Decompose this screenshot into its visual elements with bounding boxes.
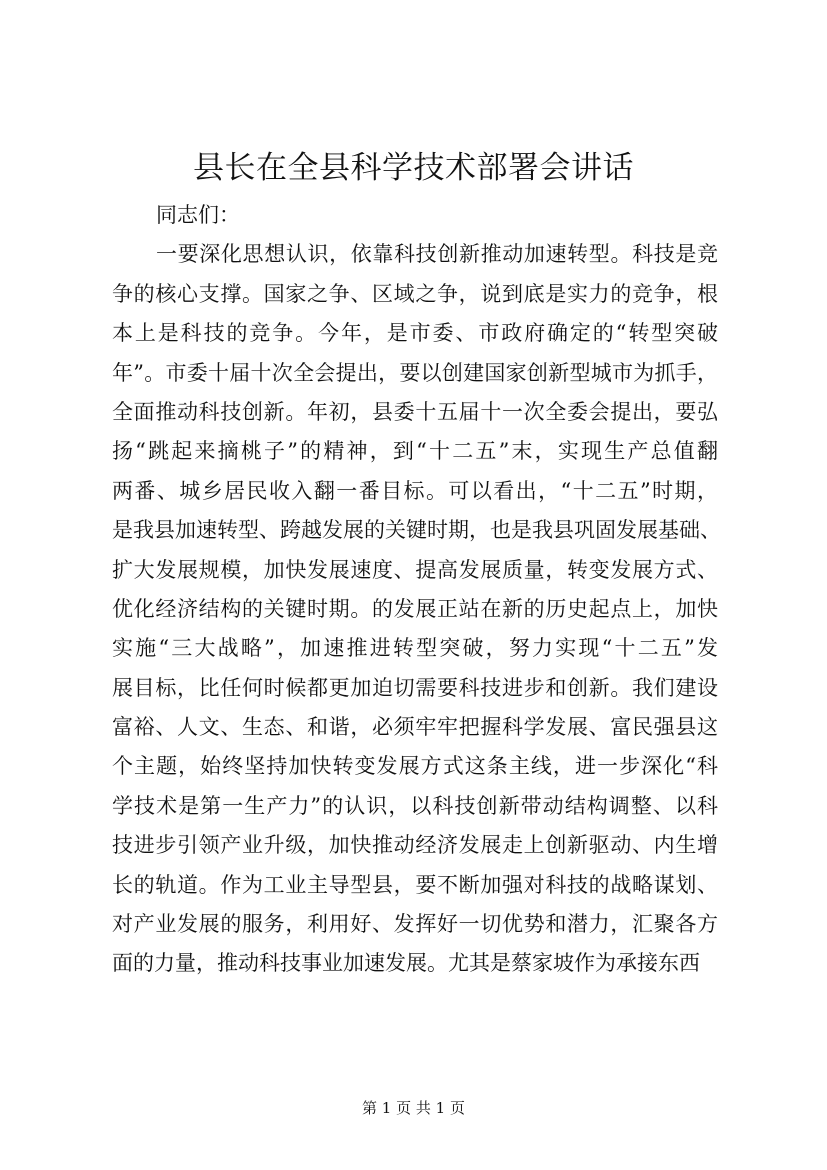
paragraph-line: 实施“三大战略”，加速推进转型突破，努力实现“十二五”发 bbox=[112, 636, 718, 661]
paragraph-line: 两番、城乡居民收入翻一番目标。可以看出，“十二五”时期， bbox=[112, 478, 718, 503]
paragraph-line: 面的力量，推动科技事业加速发展。尤其是蔡家坡作为承接东西 bbox=[112, 951, 700, 976]
page-footer: 第 1 页 共 1 页 bbox=[362, 1099, 465, 1117]
paragraph-line: 长的轨道。作为工业主导型县，要不断加强对科技的战略谋划、 bbox=[112, 872, 718, 897]
paragraph-line: 个主题，始终坚持加快转变发展方式这条主线，进一步深化“科 bbox=[112, 754, 718, 779]
paragraph-line: 是我县加速转型、跨越发展的关键时期，也是我县巩固发展基础、 bbox=[112, 518, 721, 543]
paragraph-line: 争的核心支撑。国家之争、区域之争，说到底是实力的竞争，根 bbox=[112, 281, 718, 306]
paragraph-line: 本上是科技的竞争。今年，是市委、市政府确定的“转型突破 bbox=[112, 321, 718, 346]
salutation: 同志们： bbox=[156, 203, 240, 227]
paragraph-line: 富裕、人文、生态、和谐，必须牢牢把握科学发展、富民强县这 bbox=[112, 715, 718, 740]
document-body bbox=[112, 196, 721, 984]
paragraph-line: 展目标，比任何时候都更加迫切需要科技进步和创新。我们建设 bbox=[112, 675, 718, 700]
paragraph-line: 全面推动科技创新。年初，县委十五届十一次全委会提出，要弘 bbox=[112, 399, 718, 424]
paragraph-line: 年”。市委十届十次全会提出，要以创建国家创新型城市为抓手， bbox=[112, 360, 718, 385]
paragraph-line: 扩大发展规模，加快发展速度、提高发展质量，转变发展方式、 bbox=[112, 557, 718, 582]
paragraph-line: 对产业发展的服务，利用好、发挥好一切优势和潜力，汇聚各方 bbox=[112, 912, 718, 937]
paragraph-line: 扬“跳起来摘桃子”的精神，到“十二五”末，实现生产总值翻 bbox=[112, 439, 718, 464]
paragraph-line: 学技术是第一生产力”的认识，以科技创新带动结构调整、以科 bbox=[112, 793, 718, 818]
paragraph-line: 一要深化思想认识，依靠科技创新推动加速转型。科技是竞 bbox=[156, 242, 718, 267]
paragraph-line: 技进步引领产业升级，加快推动经济发展走上创新驱动、内生增 bbox=[112, 833, 718, 858]
paragraph-line: 优化经济结构的关键时期。的发展正站在新的历史起点上，加快 bbox=[112, 596, 718, 621]
document-title: 县长在全县科学技术部署会讲话 bbox=[193, 150, 634, 186]
